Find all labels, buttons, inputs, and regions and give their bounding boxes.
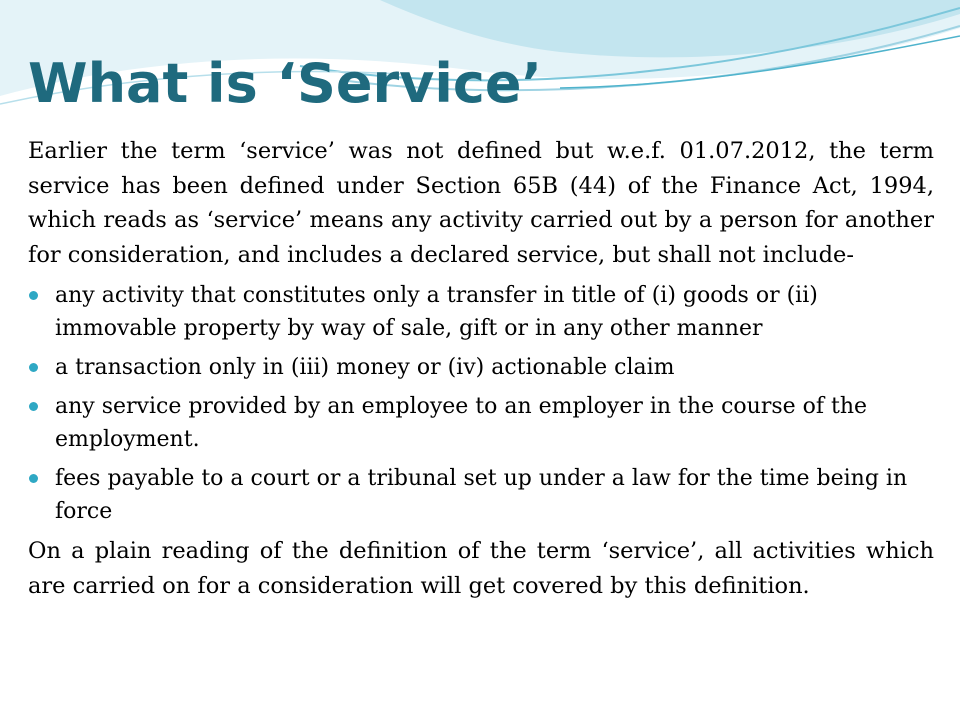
bullet-dot-icon [29,402,38,411]
list-item [28,462,934,528]
list-item [28,279,934,345]
conclusion-paragraph: On a plain reading of the definition of the term ‘service’, all activities which are carried on for a consideration will get covered by this definition. [28,538,934,599]
list-item-text: any service provided by an employee to an employer in the course of the employment. [55,394,868,452]
slide-body [28,134,934,603]
list-item [28,351,934,384]
list-item-text: a transaction only in (iii) money or (iv) actionable claim [55,355,675,380]
list-item [28,390,934,456]
intro-paragraph: Earlier the term ‘service’ was not defined but w.e.f. 01.07.2012, the term service has been defined under Section 65B (44) of the Finance Act, 1994, which reads as ‘service’ means any activity carried out by a person for another for consideration, and includes a declared service, but shall not include- [28,138,934,268]
list-item-text: any activity that constitutes only a transfer in title of (i) goods or (ii) immovable property by way of sale, gift or in any other manner [55,283,818,341]
list-item-text: fees payable to a court or a tribunal set up under a law for the time being in force [55,466,908,524]
exclusions-list [28,279,934,528]
bullet-dot-icon [29,363,38,372]
slide-title: What is ‘Service’ [28,52,543,115]
bullet-dot-icon [29,291,38,300]
bullet-dot-icon [29,474,38,483]
